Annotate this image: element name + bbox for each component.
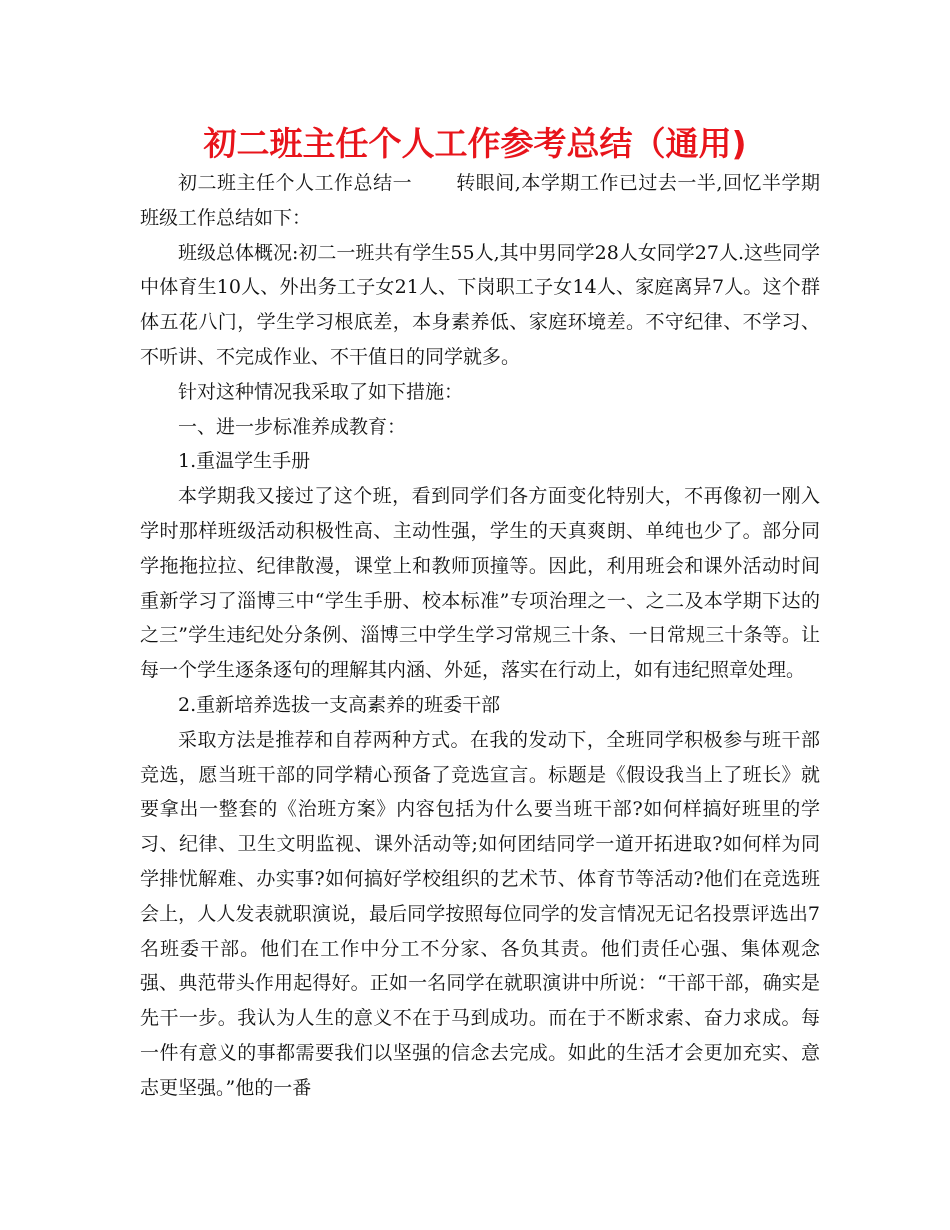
paragraph-measures-intro: 针对这种情况我采取了如下措施： <box>178 380 464 403</box>
document-title: 初二班主任个人工作参考总结（通用) <box>203 124 747 163</box>
paragraph-handbook: 本学期我又接过了这个班，看到同学们各方面变化特别大，不再像初一刚入学时那样班级活动积极性高、主动性强，学生的天真爽朗、单纯也少了。部分同学拖拖拉拉、纪律散漫，课堂上和教师顶撞等。因此，利用班会和课外活动时间重新学习了淄博三中“学生手册、校本标准”专项治理之一、之二及本学期下达的之三”学生违纪处分条例、淄博三中学生学习常规三十条、一日常规三十条等。让每一个学生逐条逐句的理解其内涵、外延，落实在行动上，如有违纪照章处理。 <box>140 485 820 682</box>
subheading-2: 2.重新培养选拔一支高素养的班委干部 <box>178 693 501 716</box>
subheading-1: 1.重温学生手册 <box>178 450 311 473</box>
intro-heading: 初二班主任个人工作总结一 <box>178 172 413 194</box>
intro-text: 转眼间,本学期工作已过去一半,回忆半学期班级工作总结如下： <box>140 172 820 229</box>
paragraph-overview: 班级总体概况:初二一班共有学生55人,其中男同学28人女同学27人.这些同学中体育生10人、外出务工子女21人、下岗职工子女14人、家庭离异7人。这个群体五花八门，学生学习根底差，本身素养低、家庭环境差。不守纪律、不学习、不听讲、不完成作业、不干值日的同学就多。 <box>140 241 821 368</box>
document-body <box>140 166 820 1106</box>
paragraph-class-committee: 采取方法是推荐和自荐两种方式。在我的发动下，全班同学积极参与班干部竞选，愿当班干部的同学精心预备了竞选宣言。标题是《假设我当上了班长》就要拿出一整套的《治班方案》内容包括为什么要当班干部?如何样搞好班里的学习、纪律、卫生文明监视、课外活动等;如何团结同学一道开拓进取?如何样为同学排忧解难、办实事?如何搞好学校组织的艺术节、体育节等活动?他们在竞选班会上，人人发表就职演说，最后同学按照每位同学的发言情况无记名投票评选出7名班委干部。他们在工作中分工不分家、各负其责。他们责任心强、集体观念强、典范带头作用起得好。正如一名同学在就职演讲中所说：“干部干部，确实是先干一步。我认为人生的意义不在于马到成功。而在于不断求索、奋力求成。每一件有意义的事都需要我们以坚强的信念去完成。如此的生活才会更加充实、意志更坚强。”他的一番 <box>140 728 820 1099</box>
intro-paragraph <box>140 166 820 236</box>
section-heading-1: 一、进一步标准养成教育： <box>178 415 407 438</box>
